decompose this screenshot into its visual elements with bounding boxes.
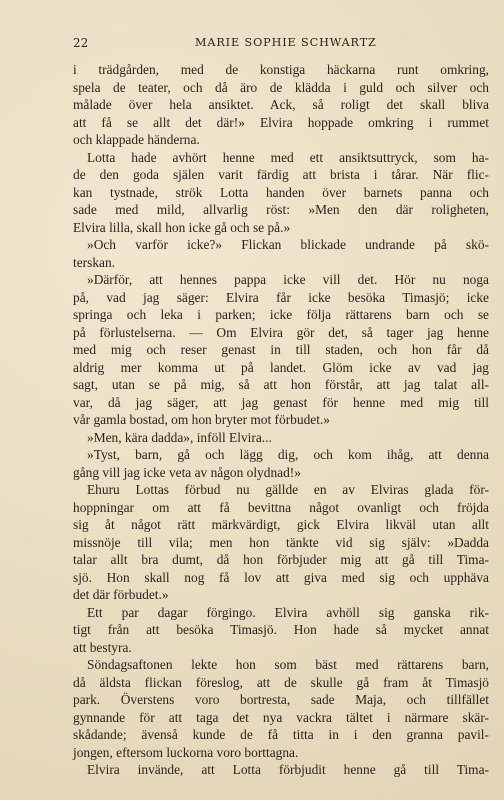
text-line: talar allt bra dumt, då hon förbjuder mig att gå till Tima- [73, 552, 489, 567]
text-line: springa och leka i parken; icke följa rättarens barn och se [73, 307, 489, 322]
text-line: tigt från att besöka Timasjö. Hon hade så mycket annat [73, 622, 489, 637]
text-line: de den goda själen varit färdig att brista i tårar. När flic- [73, 167, 489, 182]
text-line: Elvira invände, att Lotta förbjudit henne gå till Tima- [87, 762, 489, 777]
text-line: det där förbudet.» [73, 587, 169, 602]
page-header [73, 36, 464, 52]
text-line: »Därför, att hennes pappa icke vill det. Hör nu noga [87, 272, 489, 287]
text-line: spela de teater, och då äro de klädda i guld och silver och [73, 79, 489, 95]
text-line: »Och varför icke?» Flickan blickade undrande på skö- [87, 237, 489, 252]
text-line: jongen, eftersom luckorna voro borttagna. [73, 744, 299, 760]
text-line: hoppningar om att få bevittna något ovanligt och fröjda [73, 499, 489, 515]
text-line: vår gamla bostad, om hon bryter mot förbudet.» [73, 412, 330, 427]
text-line: gynnande för att taga det nya vackra tältet i närmare skär- [73, 709, 489, 725]
text-line: Ehuru Lottas förbud nu gällde en av Elviras glada för- [87, 482, 489, 497]
text-line: »Men, kära dadda», inföll Elvira... [87, 429, 272, 445]
text-line: skådande; ävenså kunde de få titta in i den granna pavil- [73, 727, 489, 742]
text-line: att bestyra. [73, 639, 132, 655]
running-head: MARIE SOPHIE SCHWARTZ [195, 36, 377, 49]
text-line: på förlustelserna. — Om Elvira gör det, så tager jag henne [73, 324, 489, 340]
text-line: terskan. [73, 254, 116, 270]
text-line: målade över hela ansiktet. Ack, så roligt det skall bliva [73, 97, 489, 112]
text-line: kan tystnade, strök Lotta handen över barnets panna och [73, 184, 489, 200]
text-line: »Tyst, barn, gå och lägg dig, och kom ihåg, att denna [87, 447, 489, 462]
text-line: och klappade händerna. [73, 132, 200, 147]
text-line: sade med mild, allvarlig röst: »Men den där roligheten, [73, 202, 489, 217]
text-line: Lotta hade avhört henne med ett ansiktsuttryck, som ha- [87, 149, 489, 165]
text-line: sig åt något rätt märkvärdigt, gick Elvira likväl utan allt [73, 517, 489, 532]
page-number: 22 [73, 36, 89, 50]
text-line: Elvira lilla, skall hon icke gå och se på.» [73, 219, 291, 235]
body-text [73, 61, 489, 779]
text-line: i trädgården, med de konstiga häckarna runt omkring, [73, 62, 489, 77]
text-line: sagt, utan se på mig, så att hon förstår, att jag talat all- [73, 377, 489, 392]
text-line: park. Överstens voro bortresta, sade Maja, och tillfället [73, 692, 489, 707]
text-line: sjö. Hon skall nog få lov att giva med sig och upphäva [73, 569, 489, 585]
text-line: Söndagsaftonen lekte hon som bäst med rättarens barn, [87, 657, 489, 672]
text-line: att få se allt det där!» Elvira hoppade omkring i rummet [73, 114, 489, 130]
text-line: Ett par dagar förgingo. Elvira avhöll sig ganska rik- [87, 604, 489, 620]
text-line: missnöje till vila; men hon tänkte vid sig själv: »Dadda [73, 534, 489, 550]
text-line: var, då jag säger, att jag genast för henne med mig till [73, 394, 489, 410]
text-line: på, vad jag säger: Elvira får icke besöka Timasjö; icke [73, 289, 489, 305]
text-line: då äldsta flickan föreslog, att de skulle gå fram åt Timasjö [73, 674, 489, 690]
text-line: med mig och reser genast in till staden, och hon får då [73, 342, 489, 357]
text-line: gång vill jag icke veta av någon olydnad!» [73, 464, 301, 480]
text-line: aldrig mer komma ut på landet. Glöm icke av vad jag [73, 359, 489, 375]
